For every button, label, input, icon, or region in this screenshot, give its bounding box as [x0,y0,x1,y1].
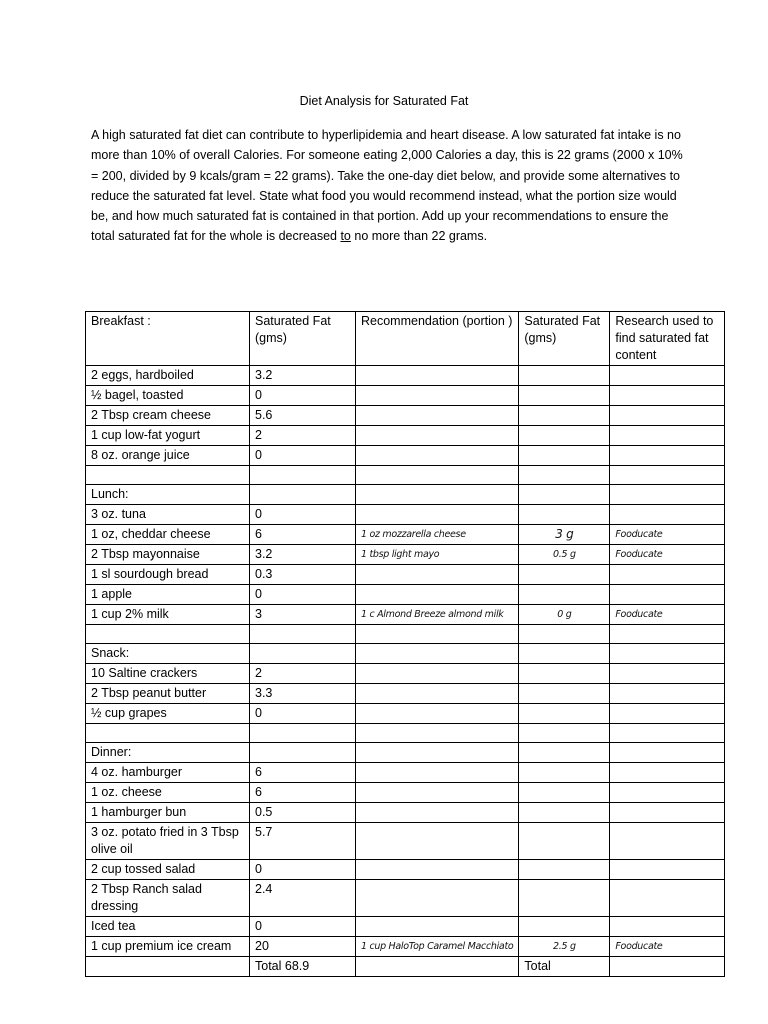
recommendation-cell [356,426,519,446]
document-title: Diet Analysis for Saturated Fat [299,94,469,108]
research-cell [610,743,725,763]
sat-fat-cell [250,625,356,644]
sat-fat-cell: 3.2 [250,545,356,565]
table-row [86,386,725,406]
table-row [86,446,725,466]
table-row [86,763,725,783]
food-cell: 2 Tbsp peanut butter [86,684,250,704]
sat-fat-cell: 2 [250,664,356,684]
research-cell [610,426,725,446]
table-row [86,644,725,664]
header-recommendation-cell: Recommendation (portion ) [356,312,519,366]
table-row [86,585,725,605]
food-cell: 1 cup 2% milk [86,605,250,625]
recommendation-cell [356,406,519,426]
table-row [86,545,725,565]
table-row [86,406,725,426]
sat-fat-cell: 0.5 [250,803,356,823]
table-row [86,957,725,977]
new-sat-fat-cell [519,763,610,783]
table-row [86,684,725,704]
sat-fat-cell: 0 [250,860,356,880]
new-sat-fat-cell [519,446,610,466]
new-sat-fat-cell [519,505,610,525]
table-row [86,525,725,545]
table-row [86,704,725,724]
sat-fat-cell [250,743,356,763]
new-sat-fat-cell [519,406,610,426]
recommendation-cell [356,880,519,917]
table-row [86,937,725,957]
food-cell: Lunch: [86,485,250,505]
recommendation-cell [356,724,519,743]
table-row [86,743,725,763]
new-sat-fat-cell: 0 g [519,605,610,625]
recommendation-cell [356,783,519,803]
food-cell: 2 eggs, hardboiled [86,366,250,386]
sat-fat-cell: 5.7 [250,823,356,860]
research-cell [610,406,725,426]
new-sat-fat-cell: 3 g [519,525,610,545]
sat-fat-cell: 0.3 [250,565,356,585]
intro-paragraph [91,125,691,247]
food-cell: 2 Tbsp cream cheese [86,406,250,426]
food-cell: 2 cup tossed salad [86,860,250,880]
table-row [86,664,725,684]
recommendation-cell [356,704,519,724]
recommendation-cell [356,860,519,880]
research-cell [610,625,725,644]
food-cell: Dinner: [86,743,250,763]
new-sat-fat-cell [519,426,610,446]
table-row [86,803,725,823]
recommendation-cell [356,664,519,684]
table-row [86,860,725,880]
research-cell [610,724,725,743]
research-cell [610,366,725,386]
intro-text: A high saturated fat diet can contribute to hyperlipidemia and heart disease. A low saturated fat intake is no more than 10% of overall Calories. For someone eating 2,000 Calories a day, this is 22 grams (2000 x 10% = 200, divided by 9 kcals/gram = 22 grams). Take the one-day diet below, and provide some alternatives to reduce the saturated fat level. State what food you would recommend instead, what the portion size would be, and how much saturated fat is contained in that portion. Add up your recommendations to ensure the total saturated fat for the whole is decreased [91,128,683,244]
research-cell [610,585,725,605]
recommendation-cell [356,366,519,386]
research-cell: Fooducate [610,545,725,565]
research-cell [610,485,725,505]
table-row [86,565,725,585]
research-cell: Fooducate [610,937,725,957]
table-row [86,823,725,860]
table-row [86,917,725,937]
sat-fat-cell [250,485,356,505]
research-cell: Fooducate [610,605,725,625]
new-sat-fat-cell [519,485,610,505]
sat-fat-cell: 3 [250,605,356,625]
food-cell: 1 hamburger bun [86,803,250,823]
table-row [86,880,725,917]
recommendation-cell [356,565,519,585]
new-sat-fat-cell: 0.5 g [519,545,610,565]
food-cell: 1 oz, cheddar cheese [86,525,250,545]
new-sat-fat-cell [519,565,610,585]
recommendation-cell [356,823,519,860]
recommendation-cell [356,625,519,644]
table-header-row [86,312,725,366]
sat-fat-cell: 0 [250,585,356,605]
research-cell [610,466,725,485]
recommendation-cell [356,957,519,977]
research-cell [610,823,725,860]
research-cell [610,664,725,684]
food-cell: 3 oz. tuna [86,505,250,525]
sat-fat-cell: 5.6 [250,406,356,426]
food-cell: 10 Saltine crackers [86,664,250,684]
new-sat-fat-cell [519,743,610,763]
research-cell [610,505,725,525]
sat-fat-cell: 3.3 [250,684,356,704]
recommendation-cell [356,684,519,704]
sat-fat-cell: 0 [250,446,356,466]
new-sat-fat-cell [519,625,610,644]
new-sat-fat-cell [519,585,610,605]
recommendation-cell [356,763,519,783]
new-sat-fat-cell [519,803,610,823]
table-row [86,783,725,803]
new-sat-fat-cell [519,823,610,860]
research-cell [610,803,725,823]
table-row [86,366,725,386]
sat-fat-cell: 6 [250,763,356,783]
research-cell [610,917,725,937]
food-cell: 1 oz. cheese [86,783,250,803]
research-cell [610,880,725,917]
intro-text-end: no more than 22 grams. [350,229,488,244]
sat-fat-cell: 2 [250,426,356,446]
table-row [86,466,725,485]
recommendation-cell: 1 tbsp light mayo [356,545,519,565]
table-row [86,426,725,446]
recommendation-cell [356,446,519,466]
research-cell: Fooducate [610,525,725,545]
new-sat-fat-cell [519,386,610,406]
new-sat-fat-cell [519,684,610,704]
sat-fat-cell: 0 [250,917,356,937]
research-cell [610,763,725,783]
food-cell [86,957,250,977]
research-cell [610,957,725,977]
research-cell [610,783,725,803]
food-cell: Iced tea [86,917,250,937]
food-cell: 1 cup low-fat yogurt [86,426,250,446]
recommendation-cell [356,386,519,406]
food-cell: 3 oz. potato fried in 3 Tbsp olive oil [86,823,250,860]
header-sat-fat-cell: Saturated Fat (gms) [250,312,356,366]
table-row [86,485,725,505]
food-cell: 2 Tbsp Ranch salad dressing [86,880,250,917]
sat-fat-cell: 0 [250,386,356,406]
new-sat-fat-cell [519,724,610,743]
research-cell [610,565,725,585]
table-row [86,505,725,525]
sat-fat-cell: 0 [250,505,356,525]
food-cell: Snack: [86,644,250,664]
new-sat-fat-cell: 2.5 g [519,937,610,957]
table-row [86,625,725,644]
new-sat-fat-cell [519,783,610,803]
diet-table [85,311,725,977]
sat-fat-cell [250,644,356,664]
header-research-cell: Research used to find saturated fat content [610,312,725,366]
food-cell: 2 Tbsp mayonnaise [86,545,250,565]
table-row [86,605,725,625]
food-cell: 4 oz. hamburger [86,763,250,783]
research-cell [610,684,725,704]
recommendation-cell [356,917,519,937]
new-sat-fat-cell [519,466,610,485]
new-sat-fat-cell: Total [519,957,610,977]
sat-fat-cell [250,466,356,485]
recommendation-cell: 1 cup HaloTop Caramel Macchiato [356,937,519,957]
recommendation-cell [356,466,519,485]
research-cell [610,446,725,466]
table-row [86,724,725,743]
header-food-cell: Breakfast : [86,312,250,366]
food-cell: 8 oz. orange juice [86,446,250,466]
new-sat-fat-cell [519,366,610,386]
new-sat-fat-cell [519,917,610,937]
recommendation-cell [356,644,519,664]
research-cell [610,386,725,406]
food-cell: 1 apple [86,585,250,605]
new-sat-fat-cell [519,860,610,880]
recommendation-cell [356,803,519,823]
recommendation-cell [356,585,519,605]
sat-fat-cell: Total 68.9 [250,957,356,977]
food-cell [86,625,250,644]
sat-fat-cell: 6 [250,783,356,803]
food-cell: 1 sl sourdough bread [86,565,250,585]
sat-fat-cell: 3.2 [250,366,356,386]
recommendation-cell: 1 c Almond Breeze almond milk [356,605,519,625]
new-sat-fat-cell [519,880,610,917]
sat-fat-cell: 0 [250,704,356,724]
food-cell [86,466,250,485]
recommendation-cell [356,505,519,525]
intro-underlined-word: to [340,229,351,244]
recommendation-cell [356,485,519,505]
food-cell: ½ cup grapes [86,704,250,724]
food-cell: 1 cup premium ice cream [86,937,250,957]
recommendation-cell: 1 oz mozzarella cheese [356,525,519,545]
new-sat-fat-cell [519,644,610,664]
research-cell [610,644,725,664]
sat-fat-cell [250,724,356,743]
research-cell [610,860,725,880]
food-cell [86,724,250,743]
new-sat-fat-cell [519,664,610,684]
sat-fat-cell: 2.4 [250,880,356,917]
research-cell [610,704,725,724]
sat-fat-cell: 6 [250,525,356,545]
food-cell: ½ bagel, toasted [86,386,250,406]
new-sat-fat-cell [519,704,610,724]
recommendation-cell [356,743,519,763]
sat-fat-cell: 20 [250,937,356,957]
header-new-sat-fat-cell: Saturated Fat (gms) [519,312,610,366]
